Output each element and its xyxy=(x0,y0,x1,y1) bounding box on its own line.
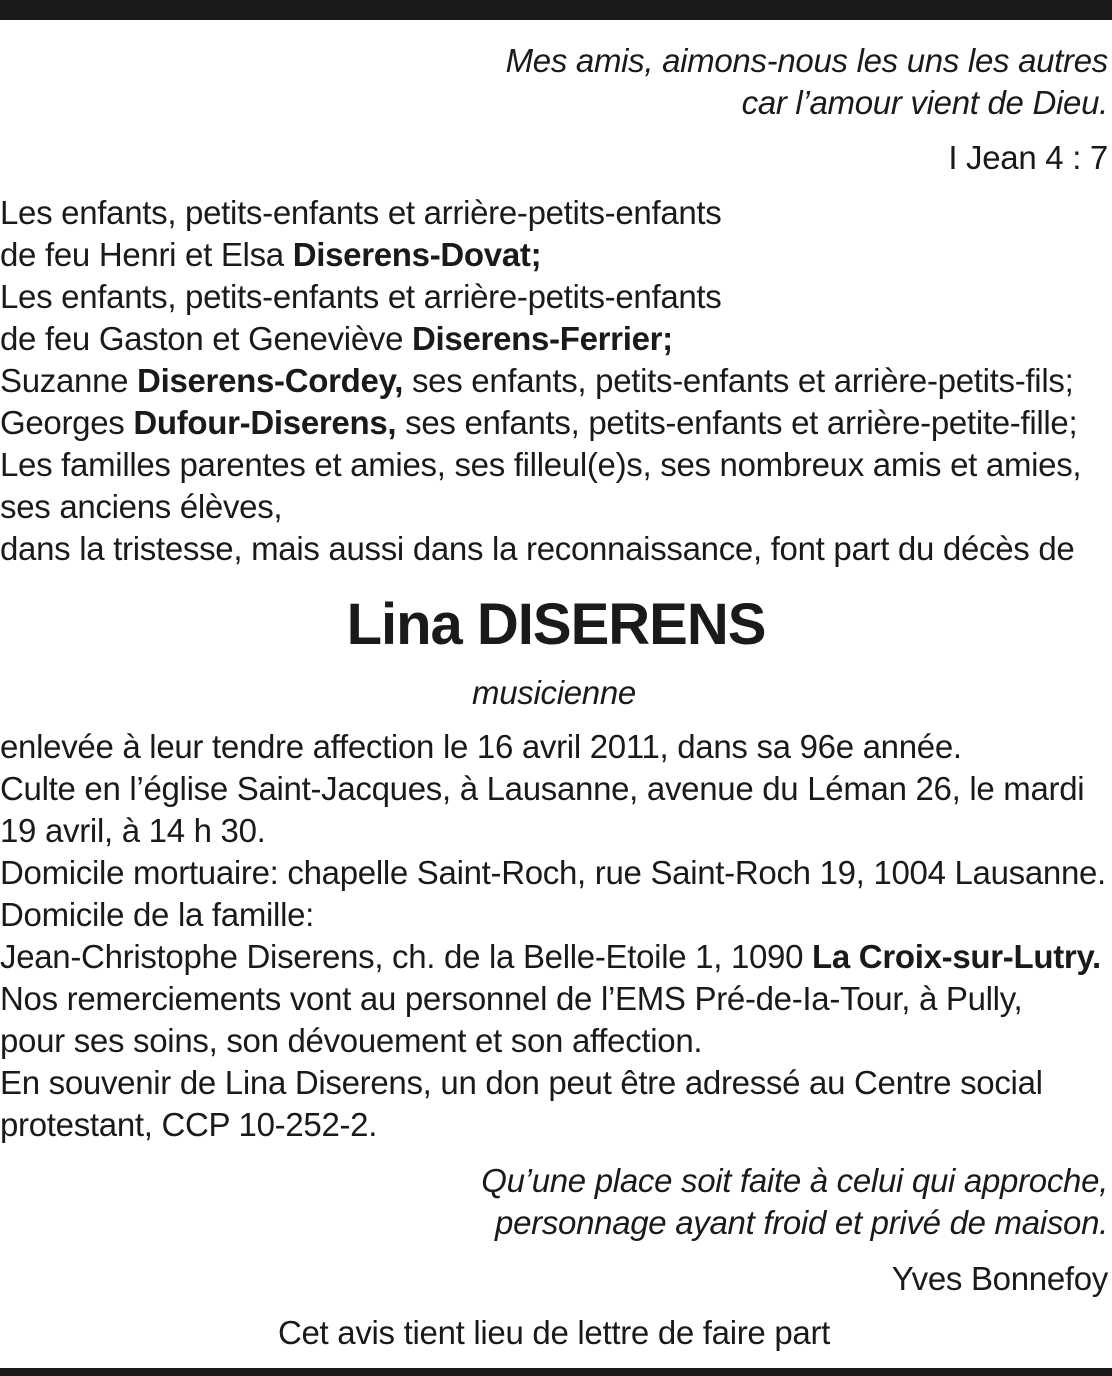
details-line-3: 19 avril, à 14 h 30. xyxy=(0,812,266,849)
families-line-3: Les enfants, petits-enfants et arrière-petits-enfants xyxy=(0,278,722,315)
families-line-8: ses anciens élèves, xyxy=(0,488,283,525)
families-line-5: Suzanne Diserens-Cordey, ses enfants, petits-enfants et arrière-petits-fils; xyxy=(0,362,1074,399)
family-name: Dufour-Diserens, xyxy=(133,404,397,441)
closing-quote-author: Yves Bonnefoy xyxy=(891,1260,1108,1297)
epigraph-reference: I Jean 4 : 7 xyxy=(948,139,1108,176)
details-line-6: Jean-Christophe Diserens, ch. de la Belle-Etoile 1, 1090 La Croix-sur-Lutry. xyxy=(0,938,1101,975)
family-name: Diserens-Cordey, xyxy=(137,362,404,399)
bottom-border xyxy=(0,1368,1112,1376)
family-name: Diserens-Ferrier; xyxy=(412,320,673,357)
footer-notice: Cet avis tient lieu de lettre de faire part xyxy=(277,1314,831,1351)
families-line-2: de feu Henri et Elsa Diserens-Dovat; xyxy=(0,236,542,273)
families-line-9: dans la tristesse, mais aussi dans la reconnaissance, font part du décès de xyxy=(0,530,1075,567)
families-line-1: Les enfants, petits-enfants et arrière-petits-enfants xyxy=(0,194,722,231)
details-line-2: Culte en l’église Saint-Jacques, à Lausanne, avenue du Léman 26, le mardi xyxy=(0,770,1085,807)
closing-quote-line-2: personnage ayant froid et privé de maison. xyxy=(495,1204,1108,1241)
details-line-7: Nos remerciements vont au personnel de l’EMS Pré-de-Ia-Tour, à Pully, xyxy=(0,980,1023,1017)
details-line-10: protestant, CCP 10-252-2. xyxy=(0,1106,378,1143)
deceased-occupation: musicienne xyxy=(472,674,636,711)
details-line-8: pour ses soins, son dévouement et son affection. xyxy=(0,1022,703,1059)
epigraph-line-1: Mes amis, aimons-nous les uns les autres xyxy=(505,42,1108,79)
deceased-name: Lina DISERENS xyxy=(346,592,766,657)
family-name: Diserens-Dovat; xyxy=(292,236,542,273)
epigraph-line-2: car l’amour vient de Dieu. xyxy=(741,84,1108,121)
top-border xyxy=(0,0,1112,20)
family-town: La Croix-sur-Lutry. xyxy=(812,938,1101,975)
details-line-9: En souvenir de Lina Diserens, un don peut être adressé au Centre social xyxy=(0,1064,1043,1101)
families-line-7: Les familles parentes et amies, ses filleul(e)s, ses nombreux amis et amies, xyxy=(0,446,1082,483)
families-line-4: de feu Gaston et Geneviève Diserens-Ferrier; xyxy=(0,320,673,357)
closing-quote-line-1: Qu’une place soit faite à celui qui approche, xyxy=(481,1162,1108,1199)
details-line-1: enlevée à leur tendre affection le 16 avril 2011, dans sa 96e année. xyxy=(0,728,962,765)
families-line-6: Georges Dufour-Diserens, ses enfants, petits-enfants et arrière-petite-fille; xyxy=(0,404,1078,441)
details-line-4: Domicile mortuaire: chapelle Saint-Roch, rue Saint-Roch 19, 1004 Lausanne. xyxy=(0,854,1106,891)
details-line-5: Domicile de la famille: xyxy=(0,896,315,933)
